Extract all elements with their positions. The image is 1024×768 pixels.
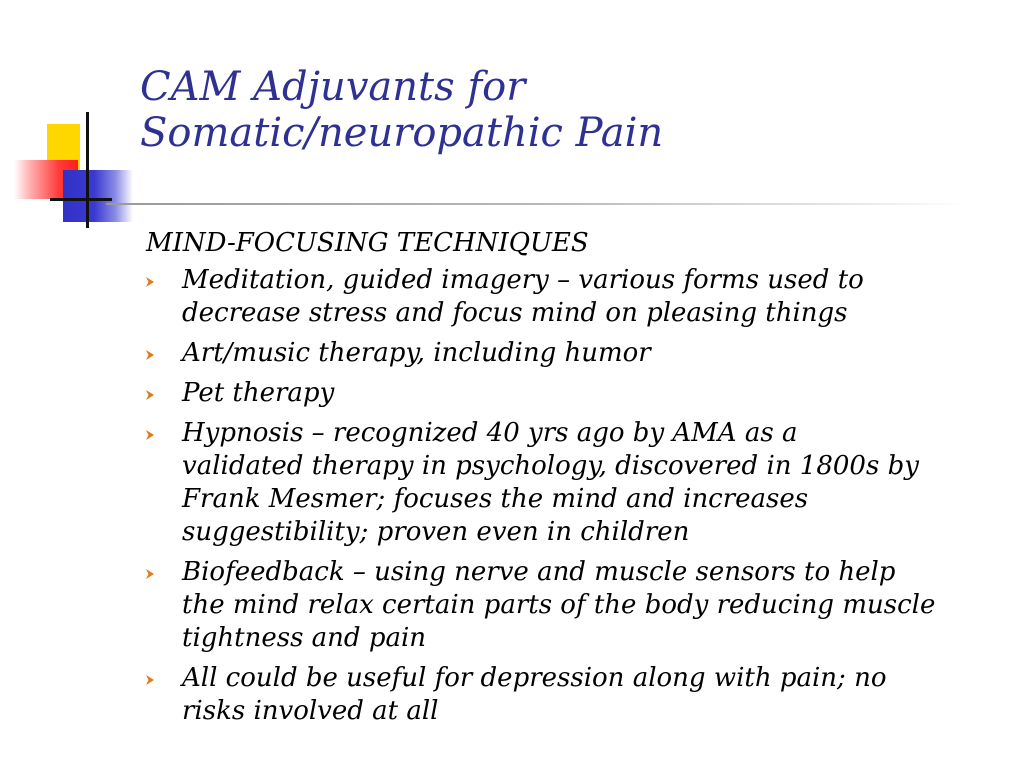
list-item	[146, 417, 1006, 549]
title-divider	[106, 203, 966, 205]
list-item	[146, 337, 1006, 370]
list-item-line: Pet therapy	[182, 378, 335, 408]
list-item-text	[182, 417, 1006, 549]
decoration-blue-block	[63, 170, 133, 222]
list-item-line: All could be useful for depression along with pain; no	[182, 663, 887, 693]
list-item-line: Meditation, guided imagery – various forms used to	[182, 265, 864, 295]
decoration-horizontal-line	[50, 198, 112, 201]
arrow-bullet-icon	[143, 388, 157, 402]
section-heading: MIND-FOCUSING TECHNIQUES	[146, 228, 589, 258]
list-item	[146, 377, 1006, 410]
list-item-line: Frank Mesmer; focuses the mind and increases	[182, 484, 809, 514]
list-item-line: the mind relax certain parts of the body reducing muscle	[182, 590, 936, 620]
arrow-bullet-icon	[143, 673, 157, 687]
list-item-text	[182, 556, 1006, 655]
list-item-text	[182, 377, 1006, 410]
arrow-bullet-icon	[143, 567, 157, 581]
decoration-vertical-line	[86, 112, 89, 228]
list-item-line: risks involved at all	[182, 696, 439, 726]
arrow-bullet-icon	[143, 428, 157, 442]
list-item-line: suggestibility; proven even in children	[182, 517, 690, 547]
arrow-bullet-icon	[143, 348, 157, 362]
slide-title	[140, 64, 1000, 156]
list-item-line: Art/music therapy, including humor	[182, 338, 651, 368]
list-item-line: decrease stress and focus mind on pleasing things	[182, 298, 848, 328]
list-item-text	[182, 264, 1006, 330]
list-item	[146, 264, 1006, 330]
list-item	[146, 556, 1006, 655]
list-item	[146, 662, 1006, 728]
bullet-list	[146, 264, 1006, 728]
list-item-text	[182, 337, 1006, 370]
arrow-bullet-icon	[143, 275, 157, 289]
list-item-line: validated therapy in psychology, discovered in 1800s by	[182, 451, 919, 481]
list-item-line: tightness and pain	[182, 623, 427, 653]
slide-title-line: CAM Adjuvants for	[140, 64, 526, 110]
slide-title-line: Somatic/neuropathic Pain	[140, 110, 664, 156]
list-item-line: Hypnosis – recognized 40 yrs ago by AMA as a	[182, 418, 798, 448]
list-item-line: Biofeedback – using nerve and muscle sensors to help	[182, 557, 896, 587]
list-item-text	[182, 662, 1006, 728]
slide-body	[146, 226, 1006, 735]
